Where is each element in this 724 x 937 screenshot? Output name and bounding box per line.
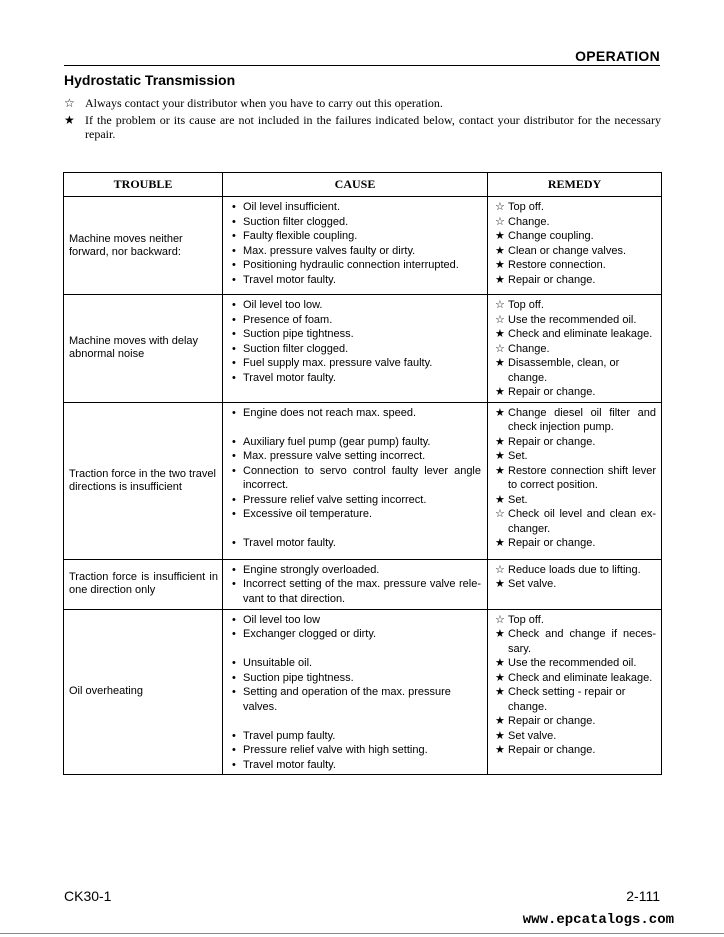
bullet-icon: • — [232, 371, 236, 384]
bullet-icon: • — [232, 342, 236, 355]
bullet-icon: • — [232, 508, 236, 520]
bullet-icon: • — [232, 313, 236, 326]
cause-item — [228, 613, 481, 628]
remedy-item — [495, 215, 656, 230]
cause-text: Fuel supply max. pressure valve faulty. — [243, 357, 433, 369]
column-header-trouble: TROUBLE — [64, 173, 223, 197]
cause-item — [228, 356, 481, 371]
solid-star-icon: ★ — [495, 493, 505, 506]
remedy-item — [495, 298, 656, 313]
cause-text: Travel motor faulty. — [243, 537, 336, 549]
remedy-item — [495, 313, 656, 328]
remedy-text: Repair or change. — [508, 273, 596, 286]
spacer — [228, 522, 481, 537]
trouble-text: Traction force in the two travel directions is insufficient — [69, 467, 216, 493]
remedy-text: Top off. — [508, 613, 544, 626]
bullet-icon: • — [232, 563, 236, 576]
bullet-icon: • — [232, 244, 236, 257]
bullet-icon: • — [232, 406, 236, 419]
cause-text: Engine does not reach max. speed. — [243, 406, 417, 419]
remedy-text: Repair or change. — [508, 435, 596, 448]
solid-star-icon: ★ — [495, 386, 505, 398]
table-row — [64, 609, 662, 775]
cause-item — [228, 507, 481, 522]
remedy-text: Repair or change. — [508, 386, 596, 398]
cause-text: Presence of foam. — [243, 313, 333, 326]
bullet-icon: • — [232, 357, 236, 369]
footer-page-number: 2-111 — [626, 888, 660, 904]
cause-text: Travel motor faulty. — [243, 273, 336, 286]
trouble-text: Machine moves neither forward, nor backward: — [69, 232, 183, 258]
cause-item — [228, 671, 481, 686]
remedy-text: Restore connection. — [508, 259, 606, 271]
hollow-star-icon: ☆ — [495, 563, 505, 576]
remedy-item — [495, 258, 656, 273]
cause-item — [228, 298, 481, 313]
footer-model: CK30-1 — [64, 888, 112, 904]
remedy-item — [495, 613, 656, 628]
cause-item — [228, 627, 481, 642]
page-title: Hydrostatic Transmission — [64, 72, 236, 88]
solid-star-icon: ★ — [495, 657, 505, 669]
cause-cell — [223, 295, 488, 403]
bullet-icon: • — [232, 493, 236, 506]
spacer — [228, 642, 481, 657]
cause-item — [228, 273, 481, 288]
solid-star-icon: ★ — [495, 273, 505, 286]
solid-star-icon: ★ — [495, 628, 505, 640]
remedy-item — [495, 385, 656, 400]
solid-star-icon: ★ — [495, 230, 505, 242]
column-header-remedy: REMEDY — [488, 173, 662, 197]
remedy-text: Repair or change. — [508, 715, 596, 727]
cause-item — [228, 563, 481, 578]
table-header-row — [64, 173, 662, 197]
remedy-text: Clean or change valves. — [508, 244, 627, 257]
cause-item — [228, 342, 481, 357]
cause-item — [228, 313, 481, 328]
remedy-item — [495, 671, 656, 686]
hollow-star-icon: ☆ — [495, 215, 505, 228]
solid-star-icon: ★ — [495, 537, 505, 549]
cause-text: Auxiliary fuel pump (gear pump) faulty. — [243, 435, 431, 448]
cause-item — [228, 406, 481, 421]
remedy-item — [495, 493, 656, 508]
cause-text: Incorrect setting of the max. pressure valve rele-vant to that direction. — [243, 578, 481, 605]
trouble-text: Traction force is insufficient in one direction only — [69, 571, 218, 596]
trouble-cell — [64, 559, 223, 609]
remedy-item — [495, 536, 656, 551]
remedy-item — [495, 563, 656, 578]
bullet-icon: • — [232, 230, 236, 242]
cause-item — [228, 215, 481, 230]
remedy-text: Check and change if neces-sary. — [508, 628, 656, 655]
cause-item — [228, 685, 481, 714]
hollow-star-icon: ☆ — [495, 313, 505, 326]
cause-text: Suction filter clogged. — [243, 215, 349, 228]
cause-item — [228, 536, 481, 551]
remedy-text: Set valve. — [508, 578, 557, 590]
solid-star-icon: ★ — [495, 578, 505, 590]
remedy-item — [495, 685, 656, 714]
hollow-star-icon: ☆ — [495, 613, 505, 626]
remedy-item — [495, 327, 656, 342]
solid-star-icon: ★ — [495, 435, 505, 448]
bullet-icon: • — [232, 259, 236, 271]
remedy-text: Restore connection shift lever to correct position. — [508, 464, 656, 491]
trouble-cell — [64, 197, 223, 295]
bullet-icon: • — [232, 328, 236, 340]
cause-item — [228, 449, 481, 464]
spacer — [228, 420, 481, 435]
cause-text: Suction pipe tightness. — [243, 328, 354, 340]
hollow-star-icon: ☆ — [495, 201, 505, 213]
bullet-icon: • — [232, 450, 236, 462]
cause-text: Setting and operation of the max. pressure valves. — [243, 686, 451, 713]
bullet-icon: • — [232, 537, 236, 549]
cause-item — [228, 464, 481, 493]
bullet-icon: • — [232, 299, 236, 311]
remedy-cell — [488, 609, 662, 775]
solid-star-icon: ★ — [495, 715, 505, 727]
remedy-text: Change. — [508, 215, 550, 228]
bullet-icon: • — [232, 464, 236, 477]
cause-item — [228, 577, 481, 606]
note-item — [64, 113, 661, 141]
solid-star-icon: ★ — [495, 357, 505, 369]
cause-item — [228, 244, 481, 259]
cause-text: Faulty flexible coupling. — [243, 230, 358, 242]
cause-text: Travel pump faulty. — [243, 729, 336, 742]
solid-star-icon: ★ — [495, 686, 505, 698]
cause-item — [228, 743, 481, 758]
bullet-icon: • — [232, 215, 236, 228]
cause-item — [228, 729, 481, 744]
remedy-item — [495, 507, 656, 536]
bullet-icon: • — [232, 657, 236, 669]
bottom-rule — [0, 933, 724, 934]
trouble-cell — [64, 402, 223, 559]
hollow-star-icon: ☆ — [495, 508, 505, 520]
solid-star-icon: ★ — [495, 450, 505, 462]
bullet-icon: • — [232, 435, 236, 448]
remedy-item — [495, 449, 656, 464]
cause-item — [228, 493, 481, 508]
cause-text: Pressure relief valve setting incorrect. — [243, 493, 427, 506]
solid-star-icon: ★ — [495, 244, 505, 257]
cause-text: Oil level insufficient. — [243, 201, 341, 213]
remedy-text: Check oil level and clean ex-changer. — [508, 508, 656, 535]
cause-text: Oil level too low — [243, 613, 321, 626]
trouble-cell — [64, 295, 223, 403]
remedy-text: Use the recommended oil. — [508, 657, 637, 669]
table-body — [64, 197, 662, 775]
troubleshooting-table — [63, 172, 662, 775]
table-row — [64, 559, 662, 609]
cause-text: Suction filter clogged. — [243, 342, 349, 355]
spacer — [228, 714, 481, 729]
remedy-cell — [488, 559, 662, 609]
cause-text: Connection to servo control faulty lever angle incorrect. — [243, 464, 481, 491]
remedy-text: Change coupling. — [508, 230, 594, 242]
table-row — [64, 295, 662, 403]
cause-text: Oil level too low. — [243, 299, 323, 311]
cause-item — [228, 258, 481, 273]
remedy-item — [495, 229, 656, 244]
remedy-text: Set. — [508, 493, 528, 506]
remedy-item — [495, 406, 656, 435]
remedy-text: Use the recommended oil. — [508, 313, 637, 326]
note-text: If the problem or its cause are not included in the failures indicated below, contact your distributor for the necessary repair. — [85, 113, 661, 141]
cause-text: Max. pressure valve setting incorrect. — [243, 450, 426, 462]
cause-text: Engine strongly overloaded. — [243, 563, 380, 576]
remedy-item — [495, 200, 656, 215]
cause-item — [228, 371, 481, 386]
cause-cell — [223, 402, 488, 559]
cause-text: Exchanger clogged or dirty. — [243, 628, 377, 640]
section-header: OPERATION — [575, 48, 660, 64]
remedy-item — [495, 627, 656, 656]
hollow-star-icon: ☆ — [495, 342, 505, 355]
remedy-text: Change. — [508, 342, 550, 355]
table-row — [64, 197, 662, 295]
cause-cell — [223, 609, 488, 775]
watermark-text: www.epcatalogs.com — [522, 912, 674, 928]
solid-star-icon: ★ — [495, 328, 505, 340]
remedy-text: Check and eliminate leakage. — [508, 328, 653, 340]
cause-text: Pressure relief valve with high setting. — [243, 744, 428, 756]
trouble-text: Oil overheating — [69, 685, 143, 698]
solid-star-icon: ★ — [495, 259, 505, 271]
remedy-text: Check setting - repair or change. — [508, 686, 626, 713]
remedy-text: Repair or change. — [508, 744, 596, 756]
cause-text: Excessive oil temperature. — [243, 508, 372, 520]
cause-item — [228, 327, 481, 342]
bullet-icon: • — [232, 729, 236, 742]
remedy-text: Change diesel oil filter and check injection pump. — [508, 406, 656, 433]
header-rule — [64, 65, 660, 66]
remedy-cell — [488, 402, 662, 559]
cause-item — [228, 435, 481, 450]
bullet-icon: • — [232, 671, 236, 684]
remedy-cell — [488, 197, 662, 295]
bullet-icon: • — [232, 744, 236, 756]
trouble-text: Machine moves with delay abnormal noise — [69, 335, 199, 361]
solid-star-icon: ★ — [495, 729, 505, 742]
cause-cell — [223, 559, 488, 609]
bullet-icon: • — [232, 201, 236, 213]
note-item — [64, 96, 661, 110]
remedy-item — [495, 656, 656, 671]
remedy-text: Set valve. — [508, 729, 557, 742]
remedy-item — [495, 244, 656, 259]
remedy-item — [495, 714, 656, 729]
solid-star-icon: ★ — [495, 671, 505, 684]
cause-text: Unsuitable oil. — [243, 657, 313, 669]
remedy-text: Set. — [508, 450, 528, 462]
cause-item — [228, 229, 481, 244]
remedy-item — [495, 273, 656, 288]
trouble-cell — [64, 609, 223, 775]
remedy-cell — [488, 295, 662, 403]
solid-star-icon: ★ — [495, 744, 505, 756]
solid-star-icon: ★ — [64, 113, 75, 127]
remedy-text: Check and eliminate leakage. — [508, 671, 653, 684]
cause-text: Suction pipe tightness. — [243, 671, 354, 684]
bullet-icon: • — [232, 613, 236, 626]
remedy-text: Top off. — [508, 201, 544, 213]
remedy-item — [495, 342, 656, 357]
bullet-icon: • — [232, 628, 236, 640]
remedy-text: Reduce loads due to lifting. — [508, 563, 641, 576]
remedy-item — [495, 464, 656, 493]
bullet-icon: • — [232, 686, 236, 698]
remedy-text: Repair or change. — [508, 537, 596, 549]
remedy-text: Disassemble, clean, or change. — [508, 357, 620, 384]
bullet-icon: • — [232, 578, 236, 590]
remedy-item — [495, 577, 656, 592]
cause-item — [228, 758, 481, 773]
remedy-text: Top off. — [508, 299, 544, 311]
remedy-item — [495, 356, 656, 385]
note-text: Always contact your distributor when you have to carry out this operation. — [85, 96, 443, 110]
cause-text: Max. pressure valves faulty or dirty. — [243, 244, 416, 257]
solid-star-icon: ★ — [495, 406, 505, 419]
hollow-star-icon: ☆ — [495, 299, 505, 311]
solid-star-icon: ★ — [495, 464, 505, 477]
cause-item — [228, 200, 481, 215]
bullet-icon: • — [232, 758, 236, 771]
cause-cell — [223, 197, 488, 295]
table-row — [64, 402, 662, 559]
bullet-icon: • — [232, 273, 236, 286]
remedy-item — [495, 435, 656, 450]
column-header-cause: CAUSE — [223, 173, 488, 197]
cause-item — [228, 656, 481, 671]
remedy-item — [495, 743, 656, 758]
cause-text: Travel motor faulty. — [243, 758, 336, 771]
cause-text: Positioning hydraulic connection interrupted. — [243, 259, 459, 271]
cause-text: Travel motor faulty. — [243, 371, 336, 384]
hollow-star-icon: ☆ — [64, 96, 75, 110]
remedy-item — [495, 729, 656, 744]
